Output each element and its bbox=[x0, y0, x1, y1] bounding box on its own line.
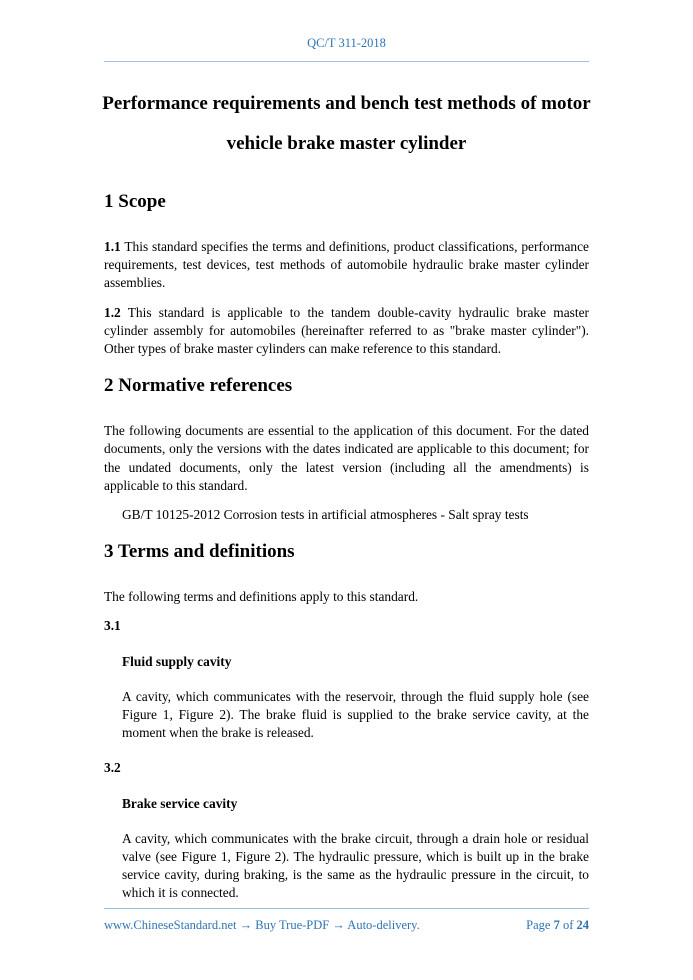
page-number: 7 bbox=[553, 918, 560, 932]
term-name: Fluid supply cavity bbox=[122, 653, 232, 669]
term-definition: A cavity, which communicates with the brake circuit, through a drain hole or residual valve (see Figure 1, Figure 2). The hydraulic pressure, which is built up in the brake service cavity, during braking, is the same as the hydraulic pressure in the circuit, to which it is connected. bbox=[122, 830, 589, 901]
footer-rule bbox=[104, 908, 589, 909]
paragraph-1-1 bbox=[104, 238, 589, 293]
document-title bbox=[90, 84, 603, 164]
section-heading-scope: 1 Scope bbox=[104, 191, 166, 212]
normative-intro: The following documents are essential to the application of this document. For the dated documents, only the versions with the dates indicated are applicable to this document; for the undated documents, only the latest version (including all the amendments) is applicable to this standard. bbox=[104, 423, 589, 493]
normative-reference: GB/T 10125-2012 Corrosion tests in artificial atmospheres - Salt spray tests bbox=[122, 507, 529, 523]
term-number: 3.2 bbox=[104, 760, 121, 776]
terms-intro: The following terms and definitions apply to this standard. bbox=[104, 589, 419, 605]
clause-number: 1.2 bbox=[104, 304, 121, 320]
clause-text: This standard is applicable to the tandem double-cavity hydraulic brake master cylinder assembly for automobiles (hereinafter referred to as "brake master cylinder"). Other types of brake master cylinders can make reference to this standard. bbox=[104, 304, 589, 357]
header-rule bbox=[104, 61, 589, 62]
footer-link[interactable]: www.ChineseStandard.net → Buy True-PDF → Auto-delivery. bbox=[104, 918, 420, 932]
paragraph-1-2 bbox=[104, 304, 589, 359]
term-definition: A cavity, which communicates with the reservoir, through the fluid supply hole (see Figure 1, Figure 2). The brake fluid is supplied to the brake service cavity, at the moment when the brake is released. bbox=[122, 688, 589, 741]
page-header: QC/T 311-2018 bbox=[307, 36, 386, 50]
document-body bbox=[104, 190, 589, 920]
title-line-2: vehicle brake master cylinder bbox=[226, 133, 467, 154]
clause-number: 1.1 bbox=[104, 239, 121, 254]
page-total: 24 bbox=[576, 918, 589, 932]
term-number: 3.1 bbox=[104, 618, 121, 634]
term-name: Brake service cavity bbox=[122, 795, 238, 811]
page-indicator bbox=[526, 918, 589, 933]
title-line-1: Performance requirements and bench test methods of motor bbox=[102, 93, 591, 114]
page-label: Page bbox=[526, 918, 551, 932]
of-label: of bbox=[562, 918, 574, 932]
section-heading-terms: 3 Terms and definitions bbox=[104, 541, 295, 563]
clause-text: This standard specifies the terms and definitions, product classifications, performance requirements, test devices, test methods of automobile hydraulic brake master cylinder assemblies. bbox=[104, 239, 589, 291]
section-heading-normative: 2 Normative references bbox=[104, 375, 293, 397]
